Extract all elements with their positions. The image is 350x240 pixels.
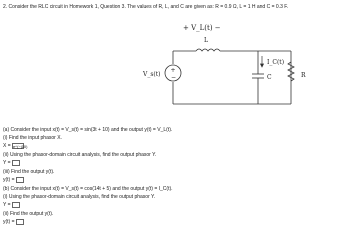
part-a-yt-row: [3, 177, 24, 183]
inductor-label: L: [204, 37, 208, 44]
part-a-header: (a) Consider the input x(t) = V_s(t) = sin(3t + 10) and the output y(t) = V_L(t).: [3, 127, 173, 133]
yt-answer-box-a[interactable]: [16, 177, 24, 183]
capacitor-label: C: [267, 74, 272, 81]
part-b-yt-row: [3, 219, 24, 225]
vs-label: V_s(t): [143, 71, 161, 78]
capacitor-symbol: [252, 74, 264, 78]
y-prefix-a: Y =: [3, 160, 11, 167]
part-a-y-row: [3, 160, 20, 166]
y-answer-box-a[interactable]: [12, 160, 20, 166]
y-answer-box-b[interactable]: [12, 202, 20, 208]
part-b-q2: (ii) Find the output y(t).: [3, 211, 54, 217]
current-arrow-icon: [261, 56, 264, 67]
yt-prefix-a: y(t) =: [3, 177, 15, 184]
yt-prefix-b: y(t) =: [3, 219, 15, 226]
part-b-y-row: [3, 202, 20, 208]
problem-intro: 2. Consider the RLC circuit in Homework 1, Question 3. The values of R, L, and C are given as: R = 0.9 Ω, L = 1 H and C = 0.3 F.: [3, 4, 289, 10]
source-minus-sign: −: [171, 74, 177, 81]
part-a-q1: (i) Find the input phasor X.: [3, 135, 62, 141]
part-b-header: (b) Consider the input x(t) = V_s(t) = cos(14t + 5) and the output y(t) = I_C(t).: [3, 186, 173, 192]
part-a-q3: (iii) Find the output y(t).: [3, 169, 55, 175]
part-b-q1: (i) Using the phasor-domain circuit analysis, find the output phasor Y.: [3, 194, 156, 200]
ic-label: I_C(t): [267, 59, 285, 66]
part-a-q2: (ii) Using the phasor-domain circuit analysis, find the output phasor Y.: [3, 152, 157, 158]
x-prefix: X =: [3, 143, 11, 150]
resistor-label: R: [301, 72, 306, 79]
yt-answer-box-b[interactable]: [16, 219, 24, 225]
x-answer-box[interactable]: e^(−j10): [13, 144, 28, 149]
source-plus-sign: +: [170, 67, 176, 74]
part-a-x-row: [3, 143, 28, 150]
y-prefix-b: Y =: [3, 202, 11, 209]
inductor-symbol: [196, 49, 220, 51]
vl-label: + V_L(t) −: [183, 24, 221, 32]
